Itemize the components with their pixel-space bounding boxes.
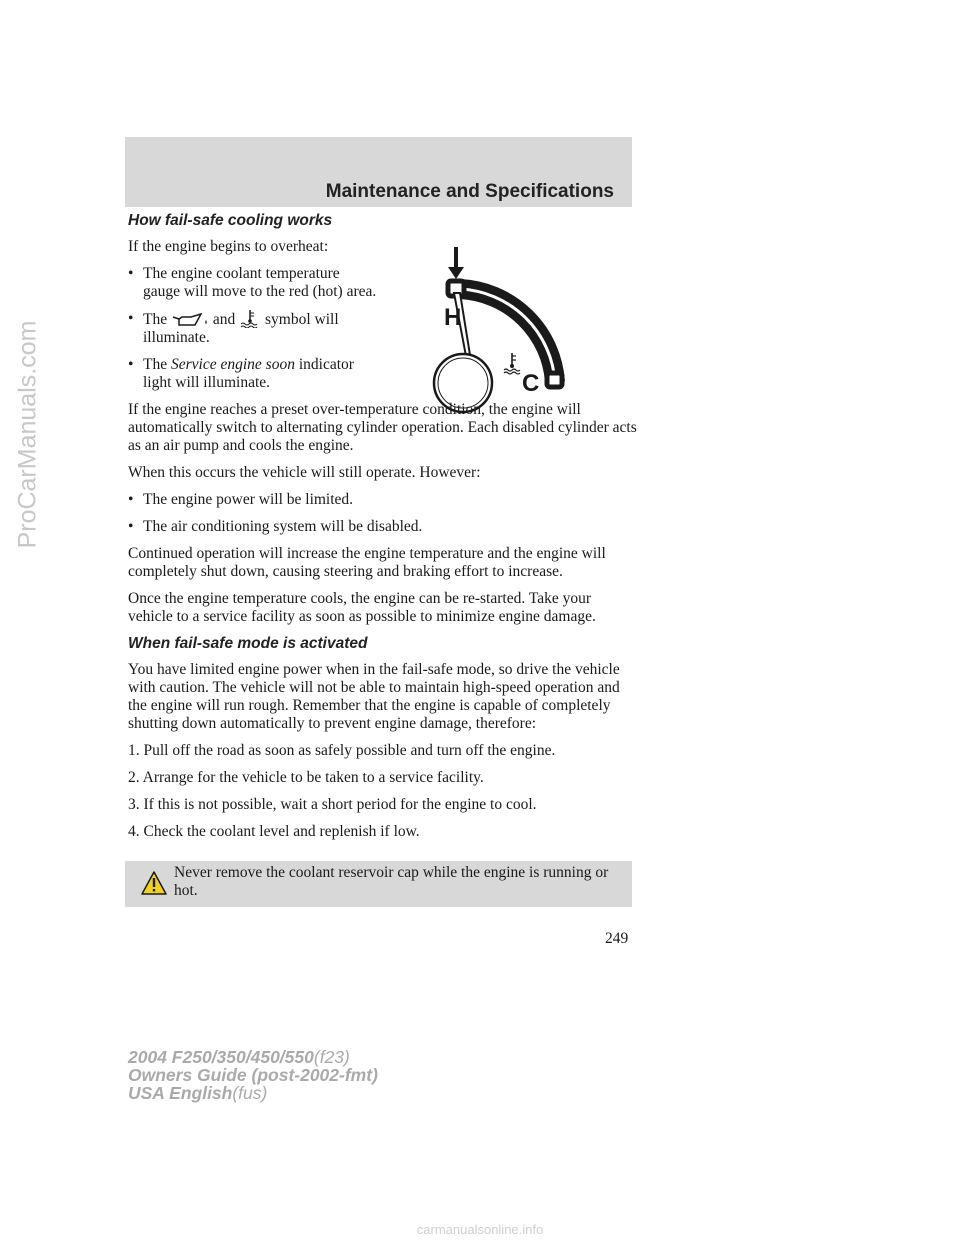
list-item: • The and symbol will illuminate. bbox=[128, 310, 378, 347]
side-watermark-text: ProCarManuals.com bbox=[13, 320, 42, 549]
paragraph-continued-operation: Continued operation will increase the engine temperature and the engine will completely shut down, causing steering and braking effort to increase. bbox=[128, 545, 606, 580]
list-item: • The engine power will be limited. bbox=[128, 491, 638, 509]
paragraph-over-temperature: If the engine reaches a preset over-temperature condition, the engine will automatically switch to alternating cylinder operation. Each disabled cylinder acts as an air pump and cools the engine. bbox=[128, 401, 637, 454]
oil-can-icon bbox=[171, 312, 209, 328]
step-2: 2. Arrange for the vehicle to be taken to a service facility. bbox=[128, 769, 484, 786]
gauge-hot-label: H bbox=[444, 304, 462, 331]
overheat-symptoms-list bbox=[128, 265, 378, 392]
overheat-intro: If the engine begins to overheat: bbox=[128, 238, 329, 255]
gauge-cold-label: C bbox=[522, 370, 540, 397]
paragraph-limited-power: You have limited engine power when in the fail-safe mode, so drive the vehicle with caution. The vehicle will not be able to maintain high-speed operation and the engine will run rough. Remember that the engine is capable of completely shutting down automatically to prevent engine damage, therefore: bbox=[128, 661, 620, 732]
list-item: • The engine coolant temperature gauge will move to the red (hot) area. bbox=[128, 265, 378, 301]
list-item: • The air conditioning system will be disabled. bbox=[128, 518, 638, 536]
step-4: 4. Check the coolant level and replenish if low. bbox=[128, 823, 420, 840]
heading-when-fail-safe-mode-is-activated: When fail-safe mode is activated bbox=[128, 635, 368, 652]
section-header-band bbox=[125, 137, 632, 207]
warning-triangle-icon bbox=[141, 871, 167, 895]
section-title: Maintenance and Specifications bbox=[325, 181, 614, 202]
coolant-temperature-icon bbox=[239, 310, 261, 328]
step-1: 1. Pull off the road as soon as safely possible and turn off the engine. bbox=[128, 742, 556, 759]
paragraph-restart: Once the engine temperature cools, the engine can be re-started. Take your vehicle to a service facility as soon as possible to minimize engine damage. bbox=[128, 590, 596, 625]
page-number: 249 bbox=[605, 930, 629, 947]
warning-text: Never remove the coolant reservoir cap while the engine is running or hot. bbox=[174, 864, 609, 899]
bottom-watermark: carmanualsonline.info bbox=[416, 1222, 544, 1237]
side-watermark bbox=[8, 0, 48, 1242]
list-item: • The Service engine soon indicator light will illuminate. bbox=[128, 356, 378, 392]
main-content bbox=[128, 212, 638, 850]
limitations-list bbox=[128, 491, 638, 536]
paragraph-still-operate: When this occurs the vehicle will still operate. However: bbox=[128, 464, 481, 481]
heading-how-fail-safe-cooling-works: How fail-safe cooling works bbox=[128, 212, 333, 229]
step-3: 3. If this is not possible, wait a short period for the engine to cool. bbox=[128, 796, 537, 813]
document-footer: 2004 F250/350/450/550(f23) Owners Guide (post-2002-fmt) USA English(fus) bbox=[128, 1047, 378, 1103]
warning-box bbox=[125, 861, 632, 907]
